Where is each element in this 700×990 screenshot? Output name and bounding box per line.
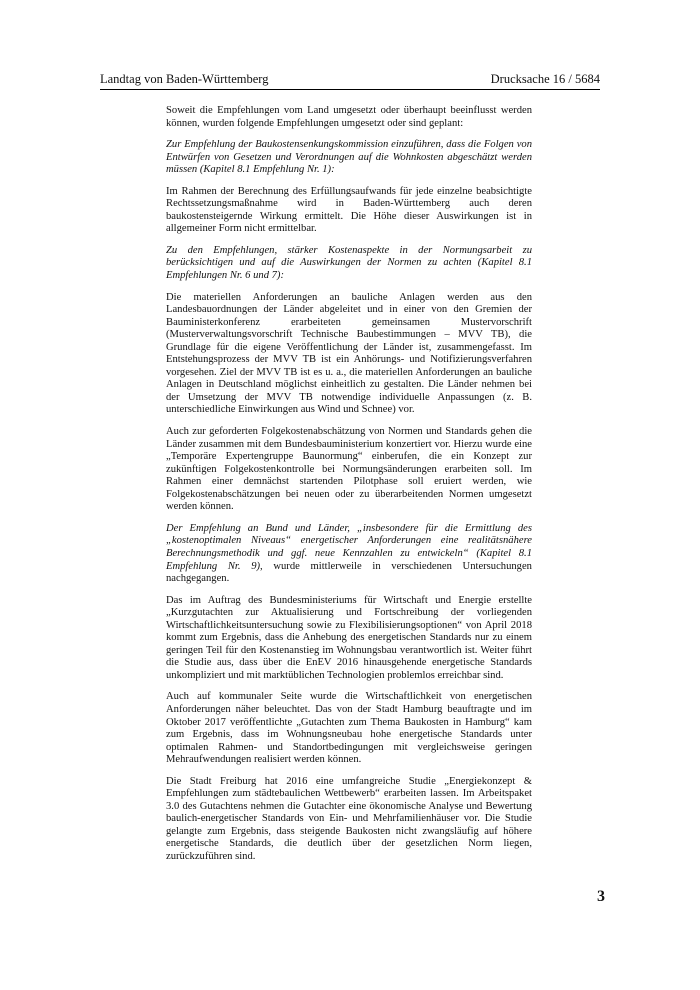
recommendation-heading-1: Zur Empfehlung der Baukostensenkungskommission einzuführen, dass die Folgen von Entwürfen von Gesetzen und Verordnungen auf die Wohnkosten abgeschätzt werden müssen (Kapitel 8.1 Empfehlung Nr. 1):: [166, 139, 532, 176]
recommendation-response-3: wurde mittlerweile in verschiedenen Untersuchungen nachgegangen.: [166, 560, 532, 585]
intro-paragraph: Soweit die Empfehlungen vom Land umgesetzt oder überhaupt beeinflusst werden können, wurden folgende Empfehlungen umgesetzt oder sind geplant:: [166, 105, 532, 129]
body-text: [166, 105, 532, 873]
recommendation-heading-3: Der Empfehlung an Bund und Länder, „insbesondere für die Ermittlung des „kostenoptimalen Niveaus“ energetischer Anforderungen eine realitätsnähere Berechnungsmethodik und ggf. neue Kennzahlen zu entwickeln“ (Kapitel 8.1 Empfehlung Nr. 9),: [166, 522, 532, 572]
response-paragraph-3: Auch zur geforderten Folgekostenabschätzung von Normen und Standards gehen die Länder zusammen mit dem Bundesbauministerium konzertiert vor. Hierzu wurde eine „Temporäre Expertengruppe Baunormung“ einberufen, die ein Konzept zur zukünftigen Folgekostenkontrolle bei Normungsänderungen erarbeiten soll. Im Rahmen einer demnächst startenden Pilotphase soll eruiert werden, wie Folgekostenabschätzungen bei neuen oder zu überarbeitenden Normen umgesetzt werden können.: [166, 426, 532, 513]
header-document-number: Drucksache 16 / 5684: [490, 72, 600, 86]
study-paragraph-freiburg: Die Stadt Freiburg hat 2016 eine umfangreiche Studie „Energiekonzept & Empfehlungen zum städtebaulichen Wettbewerb“ erarbeiten lassen. Im Arbeitspaket 3.0 des Gutachtens nehmen die Gutachter eine ökonomische Analyse und Bewertung baulich-energetischer Standards von Ein- und Mehrfamilienhäuser vor. Die Studie gelangte zum Ergebnis, dass steigende Baukosten nicht zwangsläufig auf höhere energetische Standards, die deutlich über der gesetzlichen Norm liegen, zurückzuführen sind.: [166, 775, 532, 862]
study-paragraph-bmwi: Das im Auftrag des Bundesministeriums für Wirtschaft und Energie erstellte „Kurzgutachten zur Aktualisierung und Fortschreibung der vorliegenden Wirtschaftlichkeitsuntersuchung sowie zu Flexibilisierungsoptionen“ von April 2018 kommt zum Ergebnis, dass die Anhebung des energetischen Standards nur zu einem geringen Teil für den Kostenanstieg im Wohnungsbau verantwortlich ist. Weiter führt die Studie aus, dass über die EnEV 2016 hinausgehende energetische Standards unkompliziert und mit marktüblichen Technologien problemlos erreichbar sind.: [166, 594, 532, 681]
header-publisher: Landtag von Baden-Württemberg: [100, 72, 269, 86]
page-number: 3: [597, 888, 605, 905]
recommendation-heading-2: Zu den Empfehlungen, stärker Kostenaspekte in der Normungsarbeit zu berücksichtigen und auf die Auswirkungen der Normen zu achten (Kapitel 8.1 Empfehlungen Nr. 6 und 7):: [166, 244, 532, 282]
response-paragraph-2: Die materiellen Anforderungen an bauliche Anlagen werden aus den Landesbauordnungen der Länder abgeleitet und in einer von den Gremien der Bauministerkonferenz erarbeiteten gemeinsamen Mustervorschrift (Musterverwaltungsvorschrift Technische Baubestimmungen – MVV TB), die Grundlage für die eigene Veröffentlichung der Länder ist, zusammengefasst. Im Entstehungsprozess der MVV TB ist ein Anhörungs- und Notifizierungsverfahren vorgesehen. Ziel der MVV TB ist es u. a., die materiellen Anforderungen an bauliche Anlagen in Deutschland möglichst einheitlich zu gestalten. Die Länder nehmen bei der Umsetzung der MVV TB notwendige individuelle Anpassungen (z. B. unterschiedliche Einwirkungen aus Wind und Schnee) vor.: [166, 291, 532, 416]
recommendation-paragraph-3: [166, 523, 532, 586]
study-paragraph-hamburg: Auch auf kommunaler Seite wurde die Wirtschaftlichkeit von energetischen Anforderungen näher beleuchtet. Das von der Stadt Hamburg beauftragte und im Oktober 2017 veröffentlichte „Gutachten zum Thema Baukosten in Hamburg“ kam zum Ergebnis, dass im Wohnungsneubau hohe energetische Standards unter optimalen Rahmen- und Standortbedingungen mit vergleichsweise geringen Mehraufwendungen realisiert werden können.: [166, 691, 532, 766]
page-header: [100, 69, 600, 90]
response-paragraph-1: Im Rahmen der Berechnung des Erfüllungsaufwands für jede einzelne beabsichtigte Rechtssetzungsmaßnahme wird in Baden-Württemberg auch deren baukostensteigernde Wirkung ermittelt. Die Höhe dieser Auswirkungen ist in allgemeiner Form nicht ermittelbar.: [166, 185, 532, 235]
